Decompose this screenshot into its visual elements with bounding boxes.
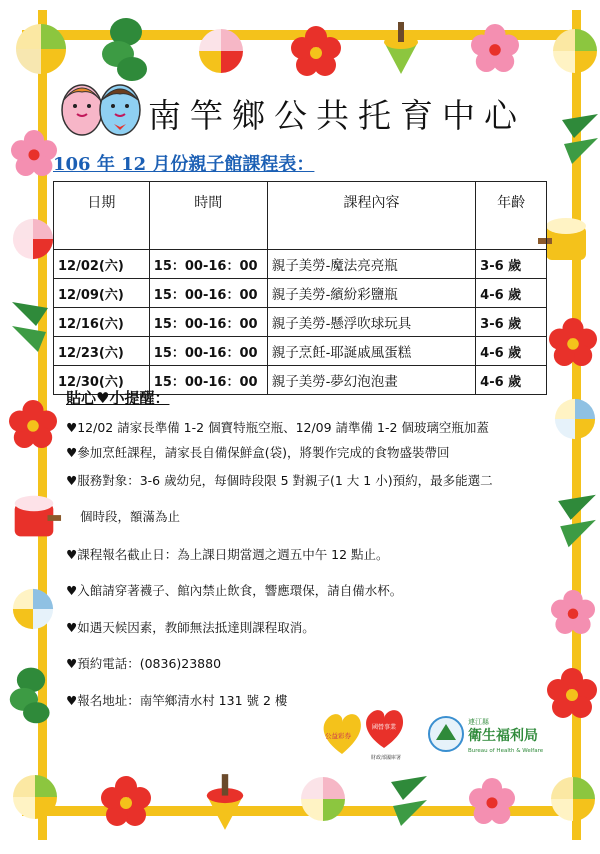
schedule-table xyxy=(53,181,547,395)
flower-icon xyxy=(550,590,596,634)
leaves-icon xyxy=(8,660,54,730)
ministry-label: 財政部國庫署 xyxy=(370,755,402,761)
fan-icon xyxy=(552,28,598,74)
fan-icon xyxy=(12,218,54,260)
sponsor-logos xyxy=(318,702,543,762)
cell-time: 15：00-16：00 xyxy=(149,308,267,337)
flower-icon xyxy=(546,668,598,718)
col-header-age: 年齡 xyxy=(476,182,547,250)
bureau-prefix: 連江縣 xyxy=(468,718,489,726)
leaves-icon xyxy=(556,490,598,554)
heart-label: 國營事業 xyxy=(371,724,397,731)
notice-item: ♥課程報名截止日：為上課日期當週之週五中午 12 點止。 xyxy=(66,547,389,562)
table-row xyxy=(54,308,547,337)
notice-item: ♥如遇天候因素，教師無法抵達則課程取消。 xyxy=(66,620,315,635)
cell-age: 4-6 歲 xyxy=(476,279,547,308)
page-title: 南竿鄉公共托育中心 xyxy=(148,96,526,135)
top-toy-icon xyxy=(380,20,422,76)
phone-item: ♥預約電話：(0836)23880 xyxy=(66,656,222,671)
notice-item-continued: 個時段，額滿為止 xyxy=(80,509,181,524)
col-header-time: 時間 xyxy=(149,182,267,250)
flower-icon xyxy=(100,776,152,826)
leaves-icon xyxy=(560,110,600,170)
cell-date: 12/02(六) xyxy=(54,250,150,279)
cell-date: 12/23(六) xyxy=(54,337,150,366)
leaves-icon xyxy=(10,298,50,358)
notice-item: ♥服務對象：3-6 歲幼兒，每個時段限 5 對親子(1 大 1 小)預約，最多能選二 xyxy=(66,473,493,488)
cell-time: 15：00-16：00 xyxy=(149,337,267,366)
col-header-date: 日期 xyxy=(54,182,150,250)
cell-course: 親子美勞-魔法亮亮瓶 xyxy=(267,250,475,279)
cell-age: 4-6 歲 xyxy=(476,366,547,395)
cell-age: 4-6 歲 xyxy=(476,337,547,366)
lottery-label: 公益彩券 xyxy=(325,732,351,740)
cell-date: 12/16(六) xyxy=(54,308,150,337)
bureau-english: Bureau of Health & Welfare xyxy=(468,748,543,754)
notice-item: ♥入館請穿著襪子、館內禁止飲食，響應環保，請自備水杯。 xyxy=(66,583,403,598)
notice-item: ♥參加烹飪課程，請家長自備保鮮盒(袋)，將製作完成的食物盛裝帶回 xyxy=(66,445,450,460)
fan-icon xyxy=(554,398,596,440)
table-row xyxy=(54,337,547,366)
cell-course: 親子美勞-繽紛彩鹽瓶 xyxy=(267,279,475,308)
fan-icon xyxy=(14,22,68,76)
flower-icon xyxy=(10,130,58,176)
flower-icon xyxy=(470,24,520,72)
bureau-name: 衛生福利局 xyxy=(468,728,538,744)
cell-time: 15：00-16：00 xyxy=(149,250,267,279)
cell-course: 親子美勞-夢幻泡泡畫 xyxy=(267,366,475,395)
fan-icon xyxy=(12,588,54,630)
table-row xyxy=(54,279,547,308)
cell-age: 3-6 歲 xyxy=(476,250,547,279)
fan-icon xyxy=(198,28,244,74)
flower-icon xyxy=(8,400,58,448)
table-row xyxy=(54,250,547,279)
schedule-heading: 106 年 12 月份親子館課程表： xyxy=(53,154,315,175)
cell-course: 親子烹飪-耶誕戚風蛋糕 xyxy=(267,337,475,366)
lottery-heart-logo xyxy=(318,704,413,762)
flower-icon xyxy=(290,26,342,76)
col-header-course: 課程內容 xyxy=(267,182,475,250)
drum-icon xyxy=(4,490,64,546)
leaves-icon xyxy=(386,772,432,832)
notice-item: ♥12/02 請家長準備 1-2 個寶特瓶空瓶、12/09 請準備 1-2 個玻璃空瓶加蓋 xyxy=(66,420,489,435)
flower-icon xyxy=(548,318,598,366)
fan-icon xyxy=(550,776,596,822)
title-area xyxy=(58,72,558,136)
notice-title: 貼心♥小提醒： xyxy=(66,389,170,407)
address-item: ♥報名地址：南竿鄉清水村 131 號 2 樓 xyxy=(66,693,288,708)
fan-icon xyxy=(12,774,58,820)
cell-course: 親子美勞-懸浮吹球玩具 xyxy=(267,308,475,337)
table-header-row xyxy=(54,182,547,250)
cell-age: 3-6 歲 xyxy=(476,308,547,337)
cell-time: 15：00-16：00 xyxy=(149,366,267,395)
egg-mascots-icon xyxy=(58,76,146,136)
cell-date: 12/09(六) xyxy=(54,279,150,308)
cell-time: 15：00-16：00 xyxy=(149,279,267,308)
cell-date: 12/30(六) xyxy=(54,366,150,395)
top-toy-icon xyxy=(200,772,250,832)
health-bureau-logo xyxy=(426,710,543,762)
flower-icon xyxy=(468,778,516,824)
fan-icon xyxy=(300,776,346,822)
